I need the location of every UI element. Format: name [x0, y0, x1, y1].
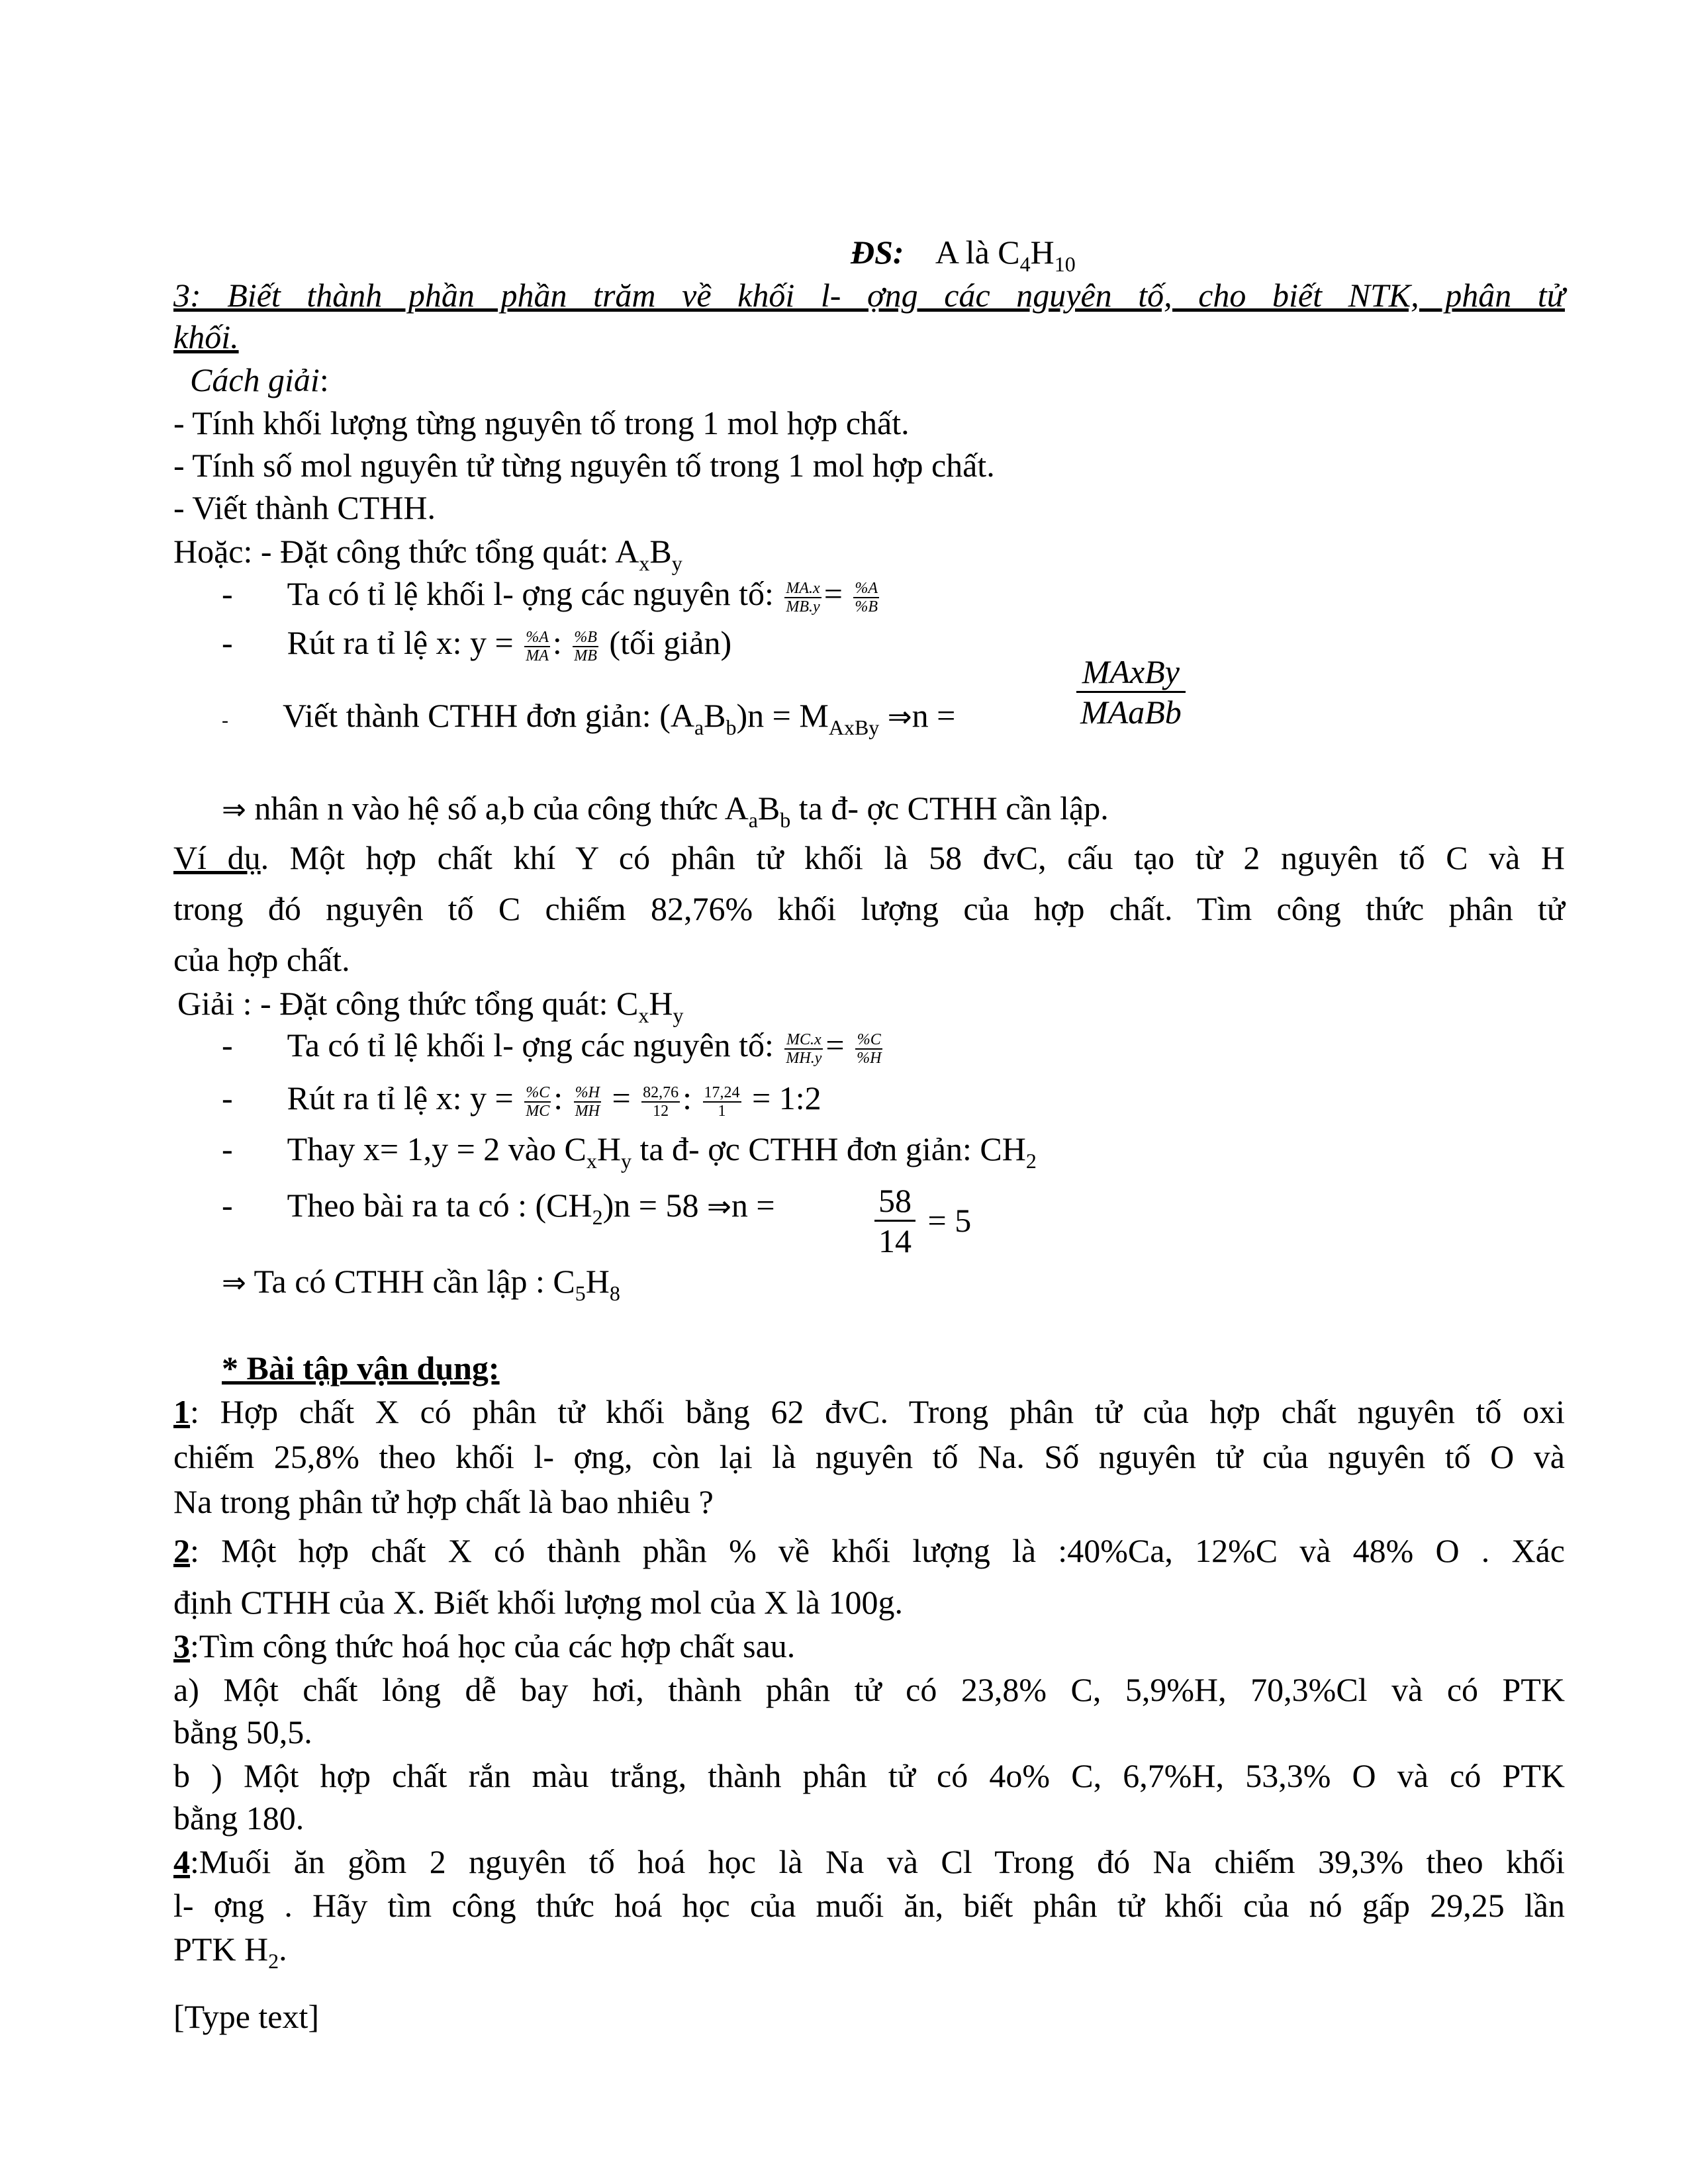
exercise-4-line1: 4:Muối ăn gồm 2 nguyên tố hoá học là Na và Cl Trong đó Na chiếm 39,3% theo khối — [173, 1843, 1565, 1880]
exercise-3a-line2: bằng 50,5. — [173, 1713, 312, 1751]
alt-ratio-xy: - Rút ra tỉ lệ x: y = $\frac{\%A}{MA}$ : $\frac{\%B}{MB}$ (tối giản) — [222, 624, 732, 664]
answer-line — [851, 232, 1076, 276]
footer-placeholder: [Type text] — [173, 1998, 320, 2035]
answer-sub1: 4 — [1019, 252, 1031, 276]
answer-text: A là C — [935, 234, 1020, 271]
exercise-4-line3: PTK $H_2$. — [173, 1931, 287, 1973]
example-ratio: - Ta có tỉ lệ khối l- ợng các nguyên tố: $\frac{MC.x}{MH.y}$ = $\frac{\%C}{\%H}$ — [222, 1026, 882, 1067]
example-giai: Giải : - Đặt công thức tổng quát: $C_xH_y$ — [177, 985, 684, 1027]
step-3: - Viết thành CTHH. — [173, 489, 436, 526]
exercise-2-line1: 2: Một hợp chất X có thành phần % về khối lượng là :40%Ca, 12%C và 48% O . Xác — [173, 1532, 1565, 1569]
answer-sub2: 10 — [1054, 252, 1076, 276]
example-fraction-58-14: $\frac{58}{14}$ = 5 — [870, 1185, 971, 1263]
exercise-4-line2: l- ợng . Hãy tìm công thức hoá học của muối ăn, biết phân tử khối của nó gấp 29,25 lần — [173, 1887, 1565, 1924]
exercise-1-line3: Na trong phân tử hợp chất là bao nhiêu ? — [173, 1483, 714, 1520]
example-line3: của hợp chất. — [173, 941, 350, 978]
answer-prefix: ĐS: — [851, 234, 904, 271]
exercise-1-line1: 1: Hợp chất X có phân tử khối bằng 62 đvC. Trong phân tử của hợp chất nguyên tố oxi — [173, 1393, 1565, 1430]
example-result: ⇒ Ta có CTHH cần lập : $C_5H_8$ — [222, 1263, 620, 1305]
exercise-3-line1: 3:Tìm công thức hoá học của các hợp chất sau. — [173, 1627, 796, 1664]
exercise-2-line2: định CTHH của X. Biết khối lượng mol của X là 100g. — [173, 1584, 904, 1621]
alt-general-formula: Hoặc: - Đặt công thức tổng quát: $A_xB_y$ — [173, 533, 682, 575]
exercise-3b-line2: bằng 180. — [173, 1799, 305, 1837]
example-substitute: - Thay x= 1,y = 2 vào $C_xH_y$ ta đ- ợc CTHH đơn giản: $CH_2$ — [222, 1130, 1037, 1173]
section3-title-line1: 3: Biết thành phần phần trăm về khối l- ợng các nguyên tố, cho biết NTK, phân tử — [173, 277, 1565, 314]
exercise-3b-line1: b ) Một hợp chất rắn màu trắng, thành phân tử có 4o% C, 6,7%H, 53,3% O và có PTK — [173, 1757, 1565, 1794]
alt-conclude: ⇒ nhân n vào hệ số a,b của công thức $A_aB_b$ ta đ- ợc CTHH cần lập. — [222, 790, 1109, 832]
alt-write-formula: - Viết thành CTHH đơn giản: $(A_aB_b)n = M_{AxBy}$ ⇒n = — [222, 697, 956, 739]
answer-mid: H — [1030, 234, 1055, 271]
example-line1: Ví dụ. Một hợp chất khí Y có phân tử khối là 58 đvC, cấu tạo từ 2 nguyên tố C và H — [173, 839, 1566, 876]
example-ratio-xy: - Rút ra tỉ lệ x: y = $\frac{\%C}{MC}$ : $\frac{\%H}{MH}$ = $\frac{82,76}{12}$ : $\frac{17,24}{1}$ = 1:2 — [222, 1079, 821, 1120]
exercise-1-line2: chiếm 25,8% theo khối l- ợng, còn lại là nguyên tố Na. Số nguyên tử của nguyên tố O và — [173, 1438, 1565, 1475]
step-2: - Tính số mol nguyên tử từng nguyên tố trong 1 mol hợp chất. — [173, 447, 995, 484]
alt-ratio: - Ta có tỉ lệ khối l- ợng các nguyên tố: $\frac{MA.x}{MB.y}$ = $\frac{\%A}{\%B}$ — [222, 575, 878, 615]
exercise-3a-line1: a) Một chất lỏng dễ bay hơi, thành phân tử có 23,8% C, 5,9%H, 70,3%Cl và có PTK — [173, 1671, 1565, 1708]
alt-big-fraction: MAxBy MAaBb — [1072, 695, 1190, 774]
exercises-heading: * Bài tập vận dụng: — [222, 1349, 500, 1387]
example-line2: trong đó nguyên tố C chiếm 82,76% khối lượng của hợp chất. Tìm công thức phân tử — [173, 890, 1565, 927]
example-calc-n: - Theo bài ra ta có : $(CH_2)n = 58$ ⇒n = — [222, 1187, 775, 1229]
step-1: - Tính khối lượng từng nguyên tố trong 1 mol hợp chất. — [173, 404, 910, 441]
fraction-MAx-MBy: $\frac{MA.x}{MB.y}$ — [786, 579, 820, 615]
method-label: Cách giải: — [190, 361, 329, 398]
section3-title-line2: khối. — [173, 318, 239, 355]
